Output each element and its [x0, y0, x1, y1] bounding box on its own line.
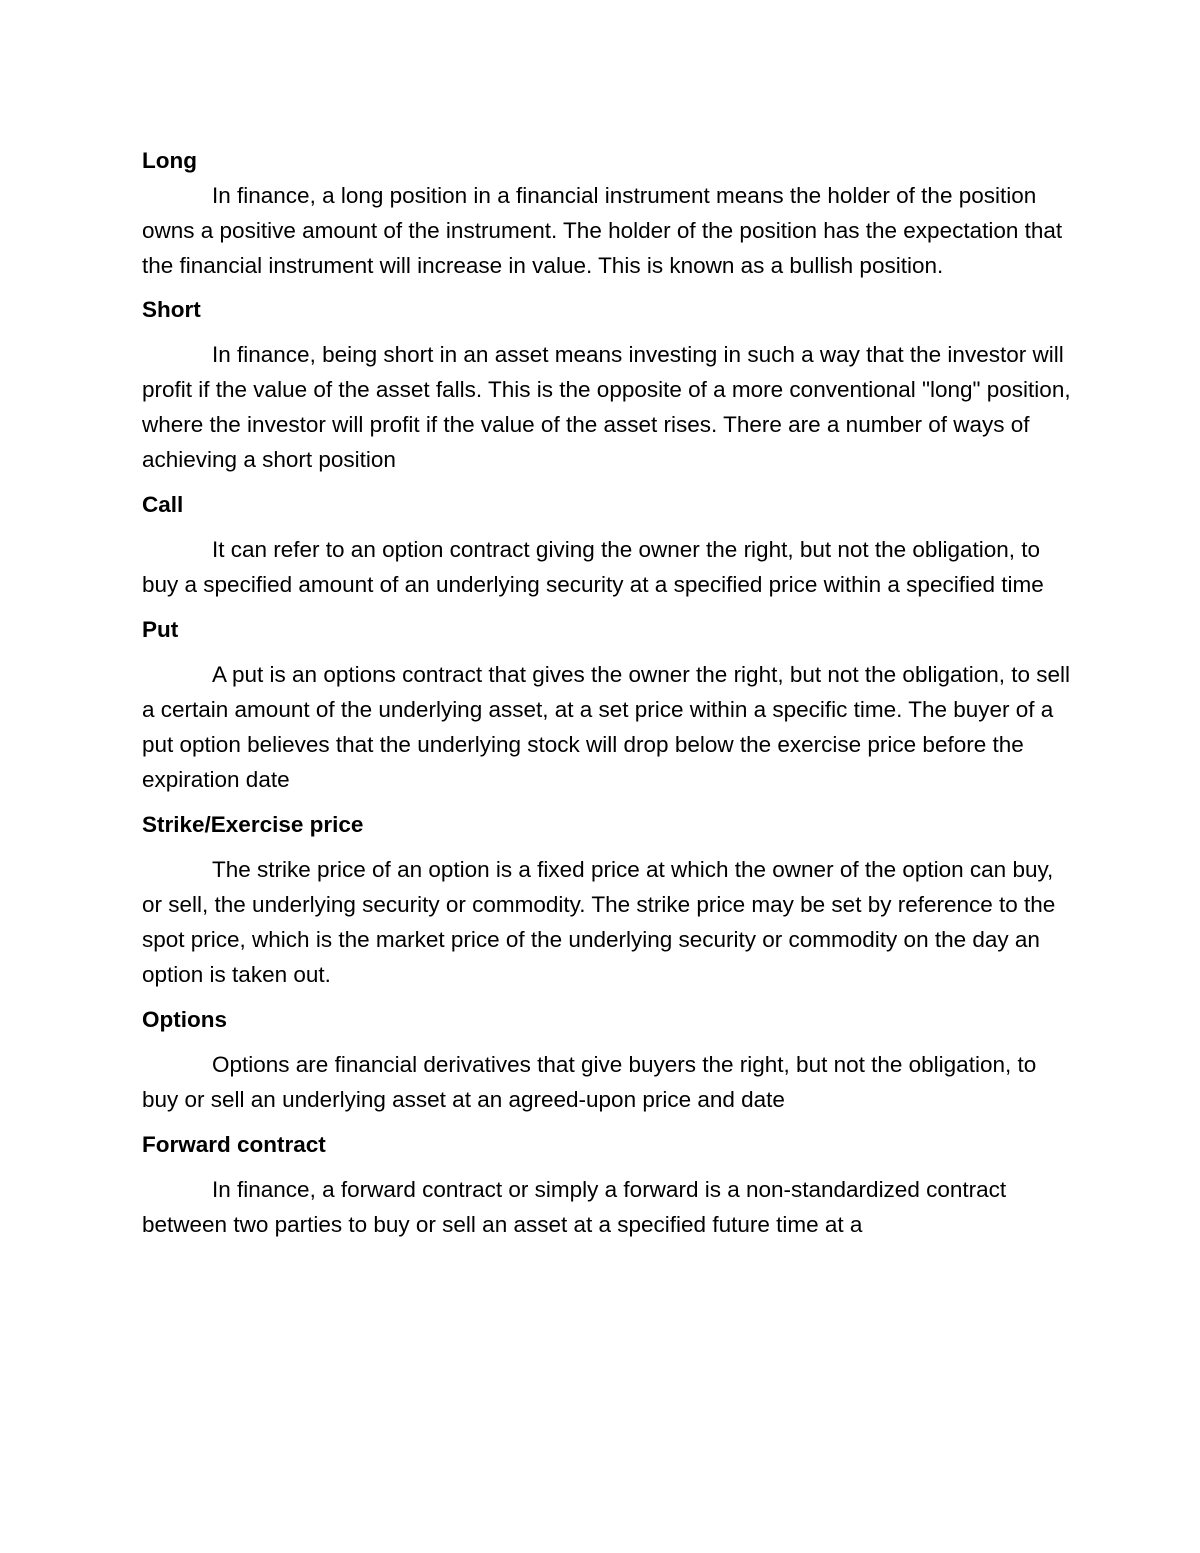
glossary-entry-short [142, 293, 1072, 477]
term-definition: In finance, being short in an asset means investing in such a way that the investor will profit if the value of the asset falls. This is the opposite of a more conventional "long" position, where the investor will profit if the value of the asset rises. There are a number of ways of achieving a short position [142, 342, 1071, 472]
term-heading: Forward contract [142, 1132, 326, 1157]
term-heading: Short [142, 297, 201, 322]
term-definition: It can refer to an option contract giving the owner the right, but not the obligation, to buy a specified amount of an underlying security at a specified price within a specified time [142, 537, 1044, 597]
glossary-entry-options [142, 1003, 1072, 1117]
term-definition: The strike price of an option is a fixed price at which the owner of the option can buy, or sell, the underlying security or commodity. The strike price may be set by reference to the spot price, which is the market price of the underlying security or commodity on the day an option is taken out. [142, 857, 1056, 987]
document-body [142, 144, 1072, 1253]
glossary-entry-call [142, 488, 1072, 602]
term-heading: Long [142, 148, 197, 173]
term-heading: Call [142, 492, 184, 517]
glossary-entry-strike-price [142, 808, 1072, 992]
term-definition: In finance, a long position in a financial instrument means the holder of the position owns a positive amount of the instrument. The holder of the position has the expectation that the financial instrument will increase in value. This is known as a bullish position. [142, 183, 1063, 278]
term-definition: Options are financial derivatives that give buyers the right, but not the obligation, to buy or sell an underlying asset at an agreed-upon price and date [142, 1052, 1037, 1112]
glossary-entry-forward-contract [142, 1128, 1072, 1242]
term-definition: In finance, a forward contract or simply a forward is a non-standardized contract between two parties to buy or sell an asset at a specified future time at a [142, 1177, 1007, 1237]
glossary-entry-put [142, 613, 1072, 797]
term-heading: Put [142, 617, 179, 642]
term-heading: Strike/Exercise price [142, 812, 364, 837]
glossary-entry-long [142, 144, 1072, 283]
term-definition: A put is an options contract that gives the owner the right, but not the obligation, to sell a certain amount of the underlying asset, at a set price within a specific time. The buyer of a put option believes that the underlying stock will drop below the exercise price before the expiration date [142, 662, 1071, 792]
term-heading: Options [142, 1007, 227, 1032]
